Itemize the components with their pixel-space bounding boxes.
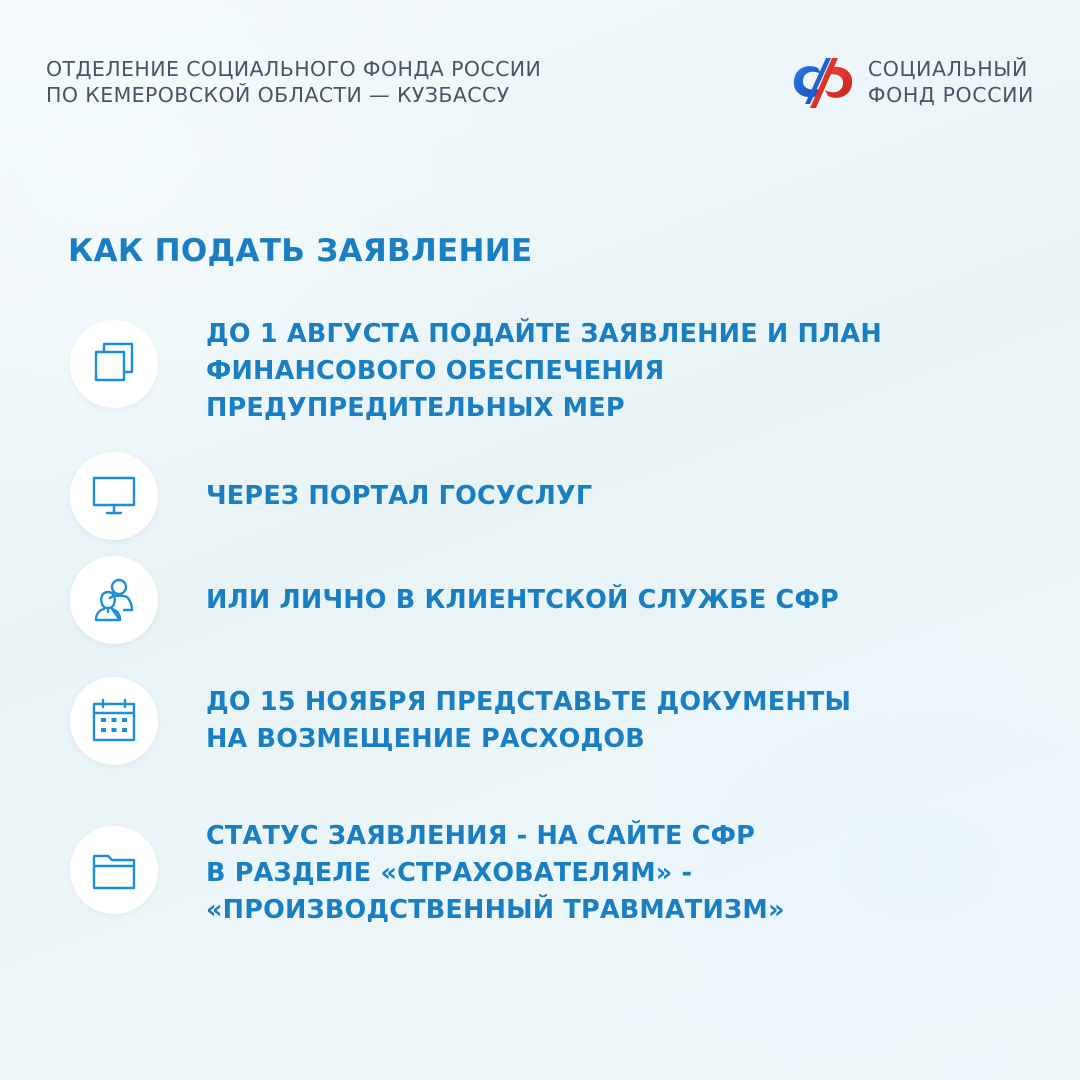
step-icon-circle <box>70 556 158 644</box>
step-text-line: ФИНАНСОВОГО ОБЕСПЕЧЕНИЯ <box>206 356 665 386</box>
step-text-line: «ПРОИЗВОДСТВЕННЫЙ ТРАВМАТИЗМ» <box>206 895 785 925</box>
organization-name <box>46 56 541 108</box>
step-text <box>206 582 1026 619</box>
step-text-line: НА ВОЗМЕЩЕНИЕ РАСХОДОВ <box>206 724 645 754</box>
logo-text-line1: СОЦИАЛЬНЫЙ <box>867 57 1028 81</box>
step-icon-circle <box>70 452 158 540</box>
organization-name-line1: ОТДЕЛЕНИЕ СОЦИАЛЬНОГО ФОНДА РОССИИ <box>46 57 542 81</box>
sfr-logo-mark-icon <box>788 52 858 112</box>
page-title: КАК ПОДАТЬ ЗАЯВЛЕНИЕ <box>68 233 533 269</box>
folder-icon <box>88 844 140 896</box>
monitor-icon <box>88 470 140 522</box>
step-text-line: В РАЗДЕЛЕ «СТРАХОВАТЕЛЯМ» - <box>206 858 693 888</box>
step-text-line: ДО 1 АВГУСТА ПОДАЙТЕ ЗАЯВЛЕНИЕ И ПЛАН <box>206 319 882 349</box>
sfr-logo-text <box>868 56 1034 108</box>
step-icon-circle <box>70 826 158 914</box>
organization-name-line2: ПО КЕМЕРОВСКОЙ ОБЛАСТИ — КУЗБАССУ <box>46 83 510 107</box>
step-icon-circle <box>70 320 158 408</box>
step-icon-circle <box>70 677 158 765</box>
step-text <box>206 478 1026 515</box>
calendar-icon <box>88 695 140 747</box>
step-text-line: СТАТУС ЗАЯВЛЕНИЯ - НА САЙТЕ СФР <box>206 821 755 851</box>
step-text <box>206 684 1026 758</box>
sfr-logo <box>788 52 1034 112</box>
step-text-line: ПРЕДУПРЕДИТЕЛЬНЫХ МЕР <box>206 393 625 423</box>
step-text-line: ЧЕРЕЗ ПОРТАЛ ГОСУСЛУГ <box>206 481 593 511</box>
people-icon <box>88 574 140 626</box>
step-text-line: ДО 15 НОЯБРЯ ПРЕДСТАВЬТЕ ДОКУМЕНТЫ <box>206 687 852 717</box>
documents-icon <box>88 338 140 390</box>
step-text-line: ИЛИ ЛИЧНО В КЛИЕНТСКОЙ СЛУЖБЕ СФР <box>206 585 839 615</box>
logo-text-line2: ФОНД РОССИИ <box>867 83 1034 107</box>
step-text <box>206 316 1026 427</box>
step-text <box>206 818 1026 929</box>
